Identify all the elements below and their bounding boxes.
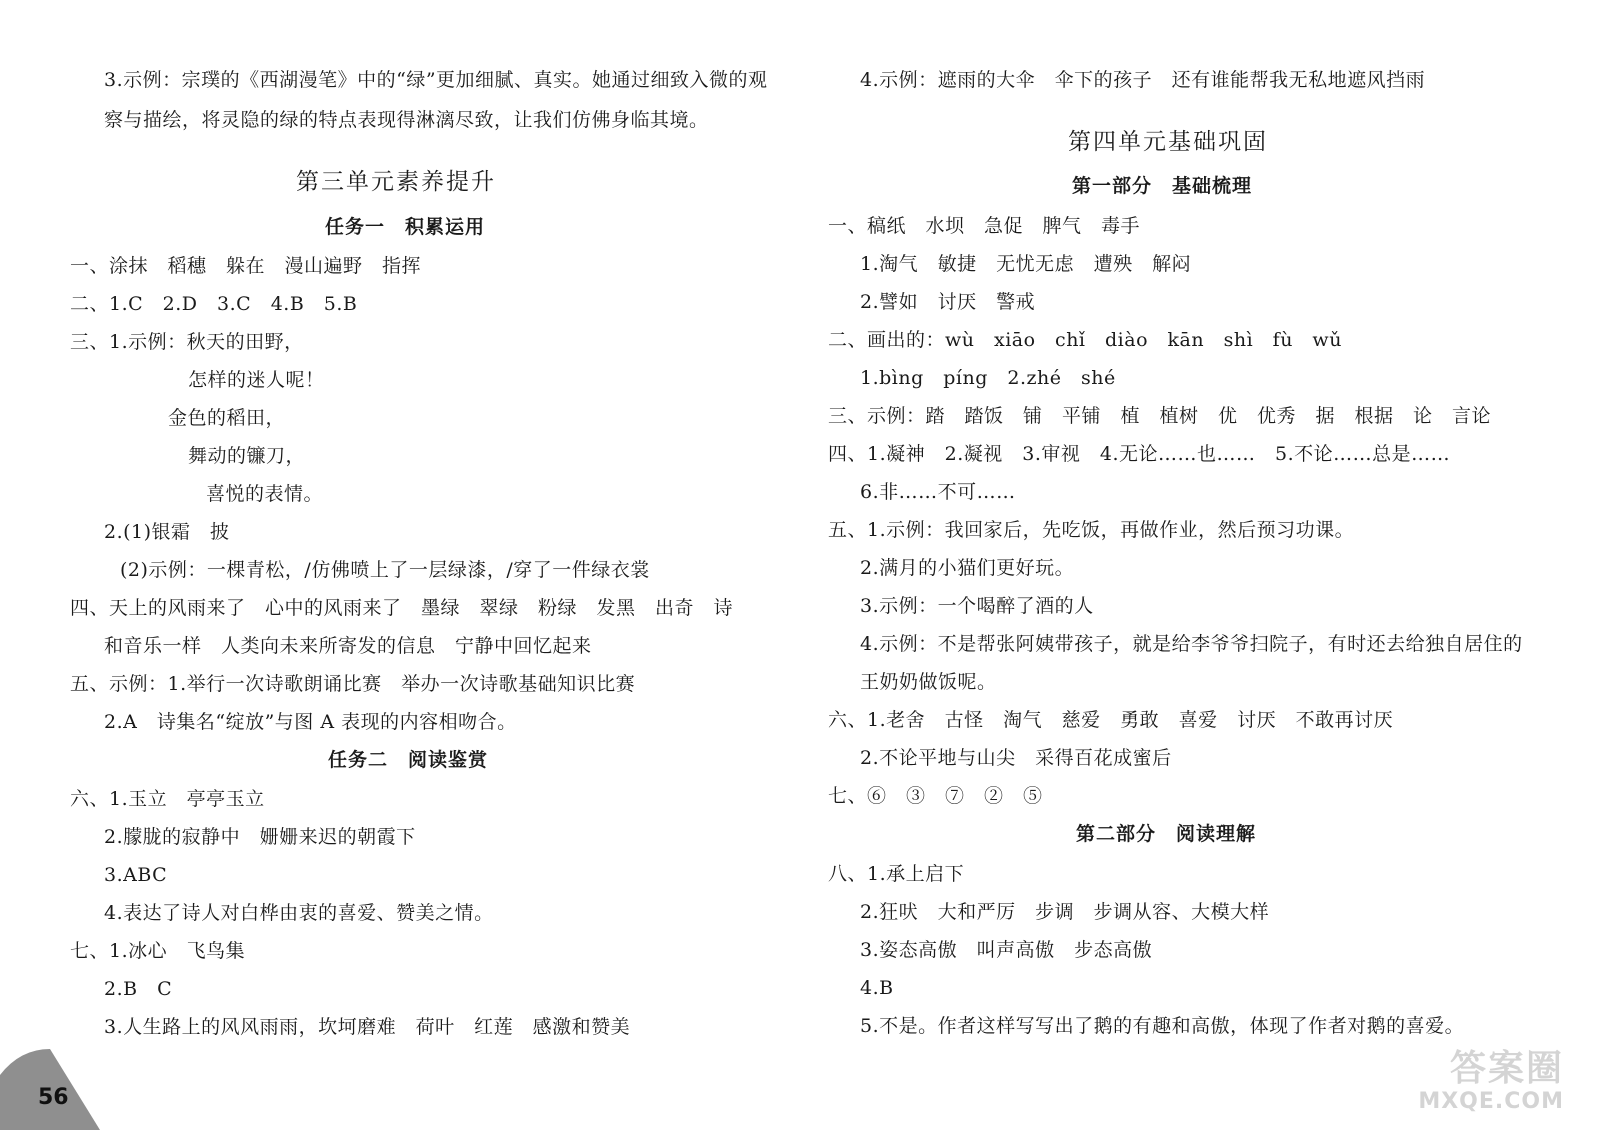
answer-line: 3.示例：宗璞的《西湖漫笔》中的“绿”更加细腻、真实。她通过细致入微的观 xyxy=(104,69,768,91)
poem-line: 喜悦的表情。 xyxy=(206,483,324,505)
answer-line: 3.人生路上的风风雨雨，坎坷磨难 荷叶 红莲 感激和赞美 xyxy=(104,1016,631,1038)
answer-line: 王奶奶做饭呢。 xyxy=(860,671,997,693)
answer-line: 2.B C xyxy=(104,978,173,1000)
answer-line: 五、示例：1.举行一次诗歌朗诵比赛 举办一次诗歌基础知识比赛 xyxy=(70,673,636,695)
answer-line: 4.示例：遮雨的大伞 伞下的孩子 还有谁能帮我无私地遮风挡雨 xyxy=(860,69,1426,91)
answer-line: 2.(1)银霜 披 xyxy=(104,521,230,543)
poem-line: 舞动的镰刀， xyxy=(188,445,306,467)
answer-line: 4.表达了诗人对白桦由衷的喜爱、赞美之情。 xyxy=(104,902,494,924)
answer-line: 八、1.承上启下 xyxy=(828,863,965,885)
answer-line: 3.ABC xyxy=(104,864,168,886)
answer-line: 2.朦胧的寂静中 姗姗来迟的朝霞下 xyxy=(104,826,416,848)
answer-line: 1.淘气 敏捷 无忧无虑 遭殃 解闷 xyxy=(860,253,1192,275)
section-title: 任务一 积累运用 xyxy=(325,216,486,238)
unit-title: 第三单元素养提升 xyxy=(296,169,496,195)
section-title: 第二部分 阅读理解 xyxy=(1076,823,1257,845)
answer-line: 一、涂抹 稻穗 躲在 漫山遍野 指挥 xyxy=(70,255,422,277)
watermark-url: MXQE.COM xyxy=(1418,1089,1564,1114)
answer-line: 和音乐一样 人类向未来所寄发的信息 宁静中回忆起来 xyxy=(104,635,592,657)
answer-line: 1.bìng píng 2.zhé shé xyxy=(860,367,1116,389)
answer-line: 二、画出的：wù xiāo chǐ diào kān shì fù wǔ xyxy=(828,329,1342,351)
answer-line: 七、1.冰心 飞鸟集 xyxy=(70,940,246,962)
answer-line: 2.不论平地与山尖 采得百花成蜜后 xyxy=(860,747,1172,769)
answer-line: 六、1.玉立 亭亭玉立 xyxy=(70,788,265,810)
answer-line: 6.非……不可…… xyxy=(860,481,1016,503)
poem-line: 金色的稻田， xyxy=(168,407,286,429)
answer-line: 3.姿态高傲 叫声高傲 步态高傲 xyxy=(860,939,1153,961)
answer-line: 四、1.凝神 2.凝视 3.审视 4.无论……也…… 5.不论……总是…… xyxy=(828,443,1451,465)
answer-line: 2.譬如 讨厌 警戒 xyxy=(860,291,1036,313)
answer-line: 三、1.示例：秋天的田野， xyxy=(70,331,304,353)
answer-line: (2)示例：一棵青松，/仿佛喷上了一层绿漆，/穿了一件绿衣裳 xyxy=(120,559,650,581)
answer-line: 三、示例：踏 踏饭 铺 平铺 植 植树 优 优秀 据 根据 论 言论 xyxy=(828,405,1492,427)
answer-line: 七、⑥ ③ ⑦ ② ⑤ xyxy=(828,785,1043,807)
page-number: 56 xyxy=(38,1085,69,1110)
section-title: 任务二 阅读鉴赏 xyxy=(328,749,489,771)
watermark-text: 答案圈 xyxy=(1449,1048,1564,1089)
answer-line: 2.满月的小猫们更好玩。 xyxy=(860,557,1075,579)
answer-line: 二、1.C 2.D 3.C 4.B 5.B xyxy=(70,293,358,315)
page-tab-shape xyxy=(0,1035,100,1130)
watermark-logo xyxy=(1418,1049,1564,1114)
answer-line: 4.示例：不是帮张阿姨带孩子，就是给李爷爷扫院子，有时还去给独自居住的 xyxy=(860,633,1523,655)
answer-line: 5.不是。作者这样写写出了鹅的有趣和高傲，体现了作者对鹅的喜爱。 xyxy=(860,1015,1465,1037)
answer-line: 3.示例：一个喝醉了酒的人 xyxy=(860,595,1094,617)
page-number-tab xyxy=(0,1035,100,1130)
answer-line: 4.B xyxy=(860,977,894,999)
answer-line: 察与描绘，将灵隐的绿的特点表现得淋漓尽致，让我们仿佛身临其境。 xyxy=(104,109,709,131)
answer-line: 四、天上的风雨来了 心中的风雨来了 墨绿 翠绿 粉绿 发黑 出奇 诗 xyxy=(70,597,734,619)
answer-line: 2.A 诗集名“绽放”与图 A 表现的内容相吻合。 xyxy=(104,711,517,733)
answer-line: 一、稿纸 水坝 急促 脾气 毒手 xyxy=(828,215,1141,237)
answer-line: 六、1.老舍 古怪 淘气 慈爱 勇敢 喜爱 讨厌 不敢再讨厌 xyxy=(828,709,1394,731)
right-page xyxy=(800,0,1600,1130)
unit-title: 第四单元基础巩固 xyxy=(1068,129,1268,155)
answer-line: 2.狂吠 大和严厉 步调 步调从容、大模大样 xyxy=(860,901,1270,923)
section-title: 第一部分 基础梳理 xyxy=(1072,175,1253,197)
answer-line: 五、1.示例：我回家后，先吃饭，再做作业，然后预习功课。 xyxy=(828,519,1355,541)
poem-line: 怎样的迷人呢！ xyxy=(188,369,325,391)
